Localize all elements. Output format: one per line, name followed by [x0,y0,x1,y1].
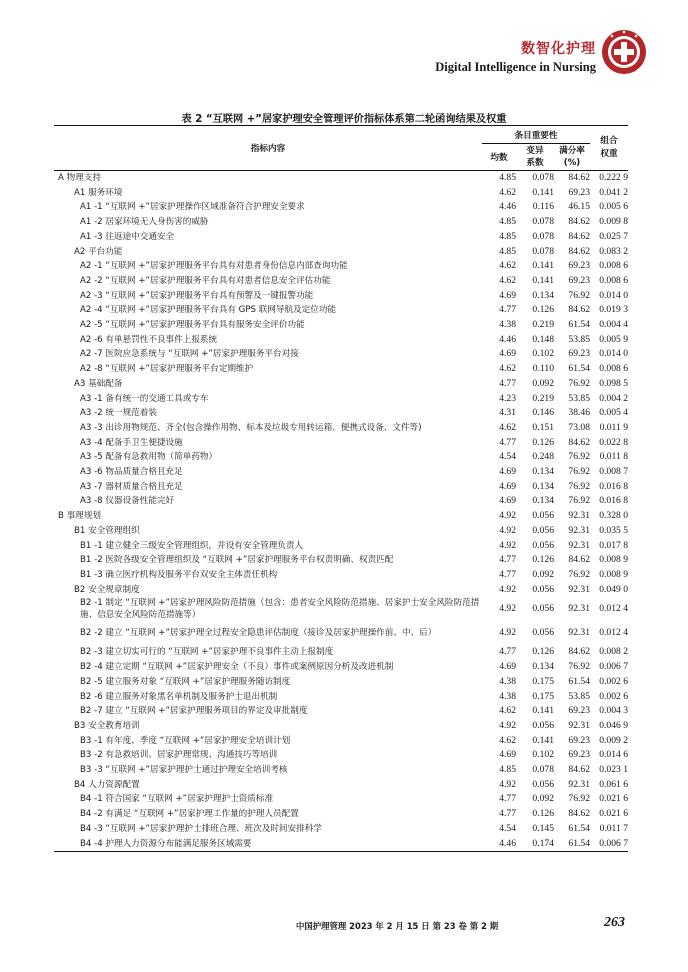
weight-cell: 0.009 2 [599,734,628,746]
cv-cell: 0.056 [532,603,554,615]
indicator-cell: A1 服务环境 [74,187,123,198]
table-body [54,171,628,852]
cv-cell: 0.141 [532,186,554,198]
weight-cell: 0.046 9 [599,719,628,731]
full-rate-cell: 46.15 [568,201,590,213]
cv-cell: 0.102 [532,348,554,360]
data-table [54,125,628,852]
table-row [54,333,628,348]
header-indicator: 指标内容 [250,144,286,154]
table-row [54,171,628,186]
cv-cell: 0.126 [532,304,554,316]
indicator-cell: A2 平台功能 [74,246,123,257]
table-row [54,807,628,822]
full-rate-cell: 84.62 [568,436,590,448]
mean-cell: 4.77 [499,554,516,566]
mean-cell: 4.92 [499,510,516,522]
cv-cell: 0.151 [532,421,554,433]
weight-cell: 0.002 6 [599,675,628,687]
mean-cell: 4.85 [499,216,516,228]
indicator-cell: B2 -6 建立服务对象黑名单机制及服务护士退出机制 [80,691,278,702]
mean-cell: 4.92 [499,778,516,790]
full-rate-cell: 76.92 [568,466,590,478]
full-rate-cell: 76.92 [568,289,590,301]
table-row [54,421,628,436]
table-row [54,553,628,568]
indicator-cell: A1 -3 往返途中交通安全 [80,231,175,242]
footer-citation: 中国护理管理 2023 年 2 月 15 日 第 23 卷 第 2 期 [296,921,499,931]
cv-cell: 0.175 [532,690,554,702]
weight-cell: 0.014 0 [599,289,628,301]
indicator-cell: A2 -1 “互联网 +”居家护理服务平台具有对患者身份信息内部查询功能 [80,261,348,272]
weight-cell: 0.014 6 [599,749,628,761]
full-rate-cell: 92.31 [568,627,590,639]
indicator-cell: A3 -7 器材质量合格且充足 [80,481,183,492]
table-row [54,362,628,377]
cv-cell: 0.110 [532,363,554,375]
full-rate-cell: 61.54 [568,319,590,331]
cv-cell: 0.078 [532,764,554,776]
full-rate-cell: 84.62 [568,216,590,228]
table-caption: 表 2 “互联网 +”居家护理安全管理评价指标体系第二轮函询结果及权重 [181,114,507,125]
indicator-cell: B2 -7 建立 “互联网 +”居家护理服务项目的界定及审批制度 [80,706,308,717]
journal-subtitle: Digital Intelligence in Nursing [435,60,596,74]
table-row [54,568,628,583]
mean-cell: 4.31 [499,407,516,419]
mean-cell: 4.62 [499,363,516,375]
weight-cell: 0.005 4 [599,407,628,419]
weight-cell: 0.008 6 [599,274,628,286]
cv-cell: 0.126 [532,646,554,658]
mean-cell: 4.77 [499,436,516,448]
table-row [54,480,628,495]
table-row [54,215,628,230]
table-row [54,465,628,480]
cv-cell: 0.219 [532,319,554,331]
indicator-cell: B1 -1 建立健全三级安全管理组织，并设有安全管理负责人 [80,540,304,551]
indicator-cell: A2 -7 医院应急系统与 “互联网 +”居家护理服务平台对接 [80,349,299,360]
weight-cell: 0.009 8 [599,216,628,228]
mean-cell: 4.92 [499,719,516,731]
full-rate-cell: 92.31 [568,603,590,615]
header-importance: 条目重要性 [482,126,590,144]
table-row [54,377,628,392]
cv-cell: 0.146 [532,407,554,419]
cv-cell: 0.056 [532,510,554,522]
weight-cell: 0.017 8 [599,539,628,551]
weight-cell: 0.006 7 [599,837,628,849]
table-row [54,303,628,318]
table-row [54,347,628,362]
table-row [54,763,628,778]
full-rate-cell: 92.31 [568,583,590,595]
cv-cell: 0.078 [532,230,554,242]
mean-cell: 4.23 [499,392,516,404]
weight-cell: 0.083 2 [599,245,628,257]
indicator-cell: A3 -5 配备有急救用物（简单药物） [80,452,218,463]
indicator-cell: B2 安全规章制度 [74,584,140,595]
weight-cell: 0.022 8 [599,436,628,448]
mean-cell: 4.92 [499,539,516,551]
cv-cell: 0.145 [532,822,554,834]
cv-cell: 0.134 [532,466,554,478]
header-full-line1: 满分率 [559,146,585,156]
mean-cell: 4.62 [499,421,516,433]
full-rate-cell: 84.62 [568,764,590,776]
nursing-logo-icon [600,28,648,76]
indicator-cell: B1 -3 确立医疗机构及服务平台双安全主体责任机构 [80,569,278,580]
table-row [54,318,628,333]
cv-cell: 0.056 [532,778,554,790]
weight-cell: 0.005 9 [599,333,628,345]
weight-cell: 0.049 0 [599,583,628,595]
table-row [54,274,628,289]
weight-cell: 0.025 7 [599,230,628,242]
header-weight [590,126,628,171]
mean-cell: 4.38 [499,319,516,331]
cv-cell: 0.141 [532,734,554,746]
mean-cell: 4.92 [499,524,516,536]
mean-cell: 4.85 [499,245,516,257]
cv-cell: 0.134 [532,289,554,301]
cv-cell: 0.078 [532,216,554,228]
table-row [54,392,628,407]
mean-cell: 4.62 [499,260,516,272]
mean-cell: 4.77 [499,304,516,316]
indicator-cell: B1 安全管理组织 [74,525,140,536]
cv-cell: 0.126 [532,808,554,820]
weight-cell: 0.008 9 [599,568,628,580]
cv-cell: 0.056 [532,719,554,731]
mean-cell: 4.69 [499,661,516,673]
indicator-cell: B2 -1 制定 “互联网 +”居家护理风险防范措施（包含：患者安全风险防范措施、居家护士安全风险防范措施、信息安全风险防范措施等） [80,598,480,621]
indicator-cell: B1 -2 医院各级安全管理组织及 “互联网 +”居家护理服务平台权责明确、权责匹配 [80,555,394,566]
table-row [54,436,628,451]
table-row [54,675,628,690]
mean-cell: 4.46 [499,201,516,213]
cv-cell: 0.148 [532,333,554,345]
cv-cell: 0.078 [532,245,554,257]
full-rate-cell: 84.62 [568,304,590,316]
cv-cell: 0.134 [532,480,554,492]
cv-cell: 0.141 [532,705,554,717]
full-rate-cell: 69.23 [568,186,590,198]
indicator-cell: B4 -4 护理人力资源分布能满足服务区域需要 [80,838,252,849]
cv-cell: 0.174 [532,837,554,849]
table-row [54,660,628,675]
indicator-cell: B2 -4 建立定期 “互联网 +”居家护理安全（不良）事件或案例原因分析及改进机制 [80,662,394,673]
indicator-cell: A1 -1 “互联网 +”居家护理操作区域准备符合护理安全要求 [80,202,305,213]
full-rate-cell: 76.92 [568,480,590,492]
indicator-cell: B2 -5 建立服务对象 “互联网 +”居家护理服务随访制度 [80,676,291,687]
indicator-cell: B2 -2 建立 “互联网 +”居家护理全过程安全隐患评估制度（接诊及居家护理操作前、中、后） [80,628,437,639]
cv-cell: 0.134 [532,661,554,673]
cv-cell: 0.141 [532,274,554,286]
weight-cell: 0.016 8 [599,495,628,507]
cv-cell: 0.134 [532,495,554,507]
mean-cell: 4.62 [499,274,516,286]
indicator-cell: A3 -3 出诊用物规范、齐全(包含操作用物、标本及垃圾专用转运箱、便携式设备、文件等) [80,422,422,433]
full-rate-cell: 69.23 [568,348,590,360]
header-weight-line2: 权重 [600,149,618,159]
table-row [54,450,628,465]
cv-cell: 0.248 [532,451,554,463]
mean-cell: 4.69 [499,749,516,761]
indicator-cell: A3 基础配备 [74,378,123,389]
weight-cell: 0.008 7 [599,466,628,478]
cv-cell: 0.102 [532,749,554,761]
cv-cell: 0.116 [532,201,554,213]
table-row [54,539,628,554]
table-row [54,704,628,719]
indicator-cell: A2 -2 “互联网 +”居家护理服务平台具有对患者信息安全评估功能 [80,275,331,286]
indicator-cell: B3 安全教育培训 [74,720,140,731]
table-row [54,289,628,304]
weight-cell: 0.098 5 [599,377,628,389]
full-rate-cell: 84.62 [568,172,590,183]
mean-cell: 4.69 [499,348,516,360]
weight-cell: 0.328 0 [599,510,628,522]
full-rate-cell: 69.23 [568,734,590,746]
table-row [54,778,628,793]
header-weight-line1: 组合 [600,136,618,146]
table-row [54,245,628,260]
header-mean: 均数 [490,153,508,163]
full-rate-cell: 38.46 [568,407,590,419]
weight-cell: 0.023 1 [599,764,628,776]
mean-cell: 4.92 [499,603,516,615]
weight-cell: 0.008 6 [599,260,628,272]
cv-cell: 0.092 [532,377,554,389]
table-row [54,597,628,621]
indicator-cell: A3 -2 统一规范着装 [80,408,157,419]
full-rate-cell: 76.92 [568,377,590,389]
mean-cell: 4.38 [499,690,516,702]
cv-cell: 0.175 [532,675,554,687]
cv-cell: 0.056 [532,627,554,639]
full-rate-cell: 61.54 [568,822,590,834]
table-row [54,583,628,598]
table-row [54,621,628,645]
table-row [54,186,628,201]
mean-cell: 4.62 [499,186,516,198]
weight-cell: 0.008 9 [599,554,628,566]
full-rate-cell: 76.92 [568,661,590,673]
weight-cell: 0.004 3 [599,705,628,717]
full-rate-cell: 76.92 [568,568,590,580]
indicator-cell: B3 -1 有年度、季度 “互联网 +”居家护理安全培训计划 [80,735,291,746]
full-rate-cell: 69.23 [568,260,590,272]
full-rate-cell: 76.92 [568,793,590,805]
mean-cell: 4.69 [499,466,516,478]
indicator-cell: A2 -4 “互联网 +”居家护理服务平台具有 GPS 联网导航及定位功能 [80,305,337,316]
mean-cell: 4.62 [499,734,516,746]
mean-cell: 4.92 [499,583,516,595]
cv-cell: 0.092 [532,793,554,805]
indicator-cell: B 事理规划 [58,511,102,522]
indicator-cell: A3 -6 物品质量合格且充足 [80,467,183,478]
table-row [54,748,628,763]
table-row [54,259,628,274]
full-rate-cell: 53.85 [568,690,590,702]
full-rate-cell: 84.62 [568,554,590,566]
indicator-cell: B4 -2 有满足 “互联网 +”居家护理工作量的护理人员配置 [80,809,299,820]
cv-cell: 0.126 [532,436,554,448]
mean-cell: 4.85 [499,764,516,776]
full-rate-cell: 84.62 [568,646,590,658]
full-rate-cell: 73.08 [568,421,590,433]
indicator-cell: B4 -1 符合国家 “互联网 +”居家护理护士资质标准 [80,794,274,805]
indicator-cell: A1 -2 居家环境无人身伤害的威胁 [80,217,209,228]
table-row [54,837,628,852]
full-rate-cell: 92.31 [568,510,590,522]
table-row [54,200,628,215]
table-row [54,509,628,524]
weight-cell: 0.035 5 [599,524,628,536]
indicator-cell: A2 -3 “互联网 +”居家护理服务平台具有预警及一键报警功能 [80,290,314,301]
mean-cell: 4.38 [499,675,516,687]
weight-cell: 0.016 8 [599,480,628,492]
weight-cell: 0.011 9 [599,421,628,433]
mean-cell: 4.85 [499,230,516,242]
indicator-cell: A2 -5 “互联网 +”居家护理服务平台具有服务安全评价功能 [80,320,305,331]
mean-cell: 4.54 [499,822,516,834]
header-full [554,144,590,171]
mean-cell: 4.46 [499,333,516,345]
indicator-cell: A 物理支持 [58,173,101,183]
indicator-cell: B4 -3 “互联网 +”居家护理护士排班合理、班次及时间安排科学 [80,823,322,834]
indicator-cell: A3 -4 配备手卫生便捷设施 [80,437,183,448]
journal-title: 数智化护理 [521,41,596,57]
table-row [54,524,628,539]
table-row [54,719,628,734]
indicator-cell: A3 -1 备有统一的交通工具或专车 [80,393,209,404]
full-rate-cell: 69.23 [568,274,590,286]
weight-cell: 0.005 6 [599,201,628,213]
cv-cell: 0.141 [532,260,554,272]
weight-cell: 0.004 4 [599,319,628,331]
weight-cell: 0.019 3 [599,304,628,316]
table-row [54,822,628,837]
mean-cell: 4.46 [499,837,516,849]
indicator-cell: B3 -2 有急救培训、居家护理常规、沟通技巧等培训 [80,750,278,761]
weight-cell: 0.008 6 [599,363,628,375]
mean-cell: 4.77 [499,808,516,820]
cv-cell: 0.219 [532,392,554,404]
weight-cell: 0.004 2 [599,392,628,404]
mean-cell: 4.77 [499,377,516,389]
full-rate-cell: 61.54 [568,675,590,687]
full-rate-cell: 92.31 [568,778,590,790]
header-cv [516,144,554,171]
table-row [54,645,628,660]
mean-cell: 4.54 [499,451,516,463]
full-rate-cell: 69.23 [568,705,590,717]
weight-cell: 0.222 9 [599,172,628,183]
table-row [54,690,628,705]
indicator-cell: B3 -3 “互联网 +”居家护理护士通过护理安全培训考核 [80,765,288,776]
table-row [54,494,628,509]
full-rate-cell: 53.85 [568,392,590,404]
mean-cell: 4.92 [499,627,516,639]
weight-cell: 0.011 7 [599,822,628,834]
weight-cell: 0.041 2 [599,186,628,198]
mean-cell: 4.77 [499,646,516,658]
weight-cell: 0.006 7 [599,661,628,673]
full-rate-cell: 76.92 [568,495,590,507]
weight-cell: 0.012 4 [599,603,628,615]
mean-cell: 4.69 [499,480,516,492]
cv-cell: 0.092 [532,568,554,580]
weight-cell: 0.008 2 [599,646,628,658]
full-rate-cell: 61.54 [568,837,590,849]
cv-cell: 0.126 [532,554,554,566]
weight-cell: 0.021 6 [599,808,628,820]
mean-cell: 4.77 [499,568,516,580]
full-rate-cell: 76.92 [568,451,590,463]
full-rate-cell: 84.62 [568,245,590,257]
mean-cell: 4.69 [499,495,516,507]
full-rate-cell: 92.31 [568,539,590,551]
indicator-cell: B4 人力资源配置 [74,779,140,790]
full-rate-cell: 61.54 [568,363,590,375]
weight-cell: 0.021 6 [599,793,628,805]
mean-cell: 4.69 [499,289,516,301]
mean-cell: 4.77 [499,793,516,805]
full-rate-cell: 69.23 [568,749,590,761]
cv-cell: 0.078 [532,172,554,183]
mean-cell: 4.85 [499,172,516,183]
full-rate-cell: 92.31 [568,524,590,536]
full-rate-cell: 92.31 [568,719,590,731]
header-cv-line1: 变异 [526,146,544,156]
weight-cell: 0.061 6 [599,778,628,790]
header-full-line2: (%) [563,158,581,168]
weight-cell: 0.011 8 [599,451,628,463]
page-number: 263 [604,915,625,930]
table-row [54,230,628,245]
indicator-cell: A2 -8 “互联网 +”居家护理服务平台定期维护 [80,364,254,375]
cv-cell: 0.056 [532,583,554,595]
weight-cell: 0.012 4 [599,627,628,639]
cv-cell: 0.056 [532,539,554,551]
full-rate-cell: 84.62 [568,808,590,820]
cv-cell: 0.056 [532,524,554,536]
table-row [54,406,628,421]
indicator-cell: A2 -6 有单悬罚性不良事件上报系统 [80,334,218,345]
weight-cell: 0.002 6 [599,690,628,702]
full-rate-cell: 53.85 [568,333,590,345]
indicator-cell: B2 -3 建立切实可行的 “互联网 +”居家护理不良事件主动上报制度 [80,647,334,658]
table-row [54,734,628,749]
indicator-cell: A3 -8 仪器设备性能完好 [80,496,175,507]
mean-cell: 4.62 [499,705,516,717]
table-row [54,792,628,807]
weight-cell: 0.014 0 [599,348,628,360]
header-cv-line2: 系数 [526,158,544,168]
full-rate-cell: 84.62 [568,230,590,242]
